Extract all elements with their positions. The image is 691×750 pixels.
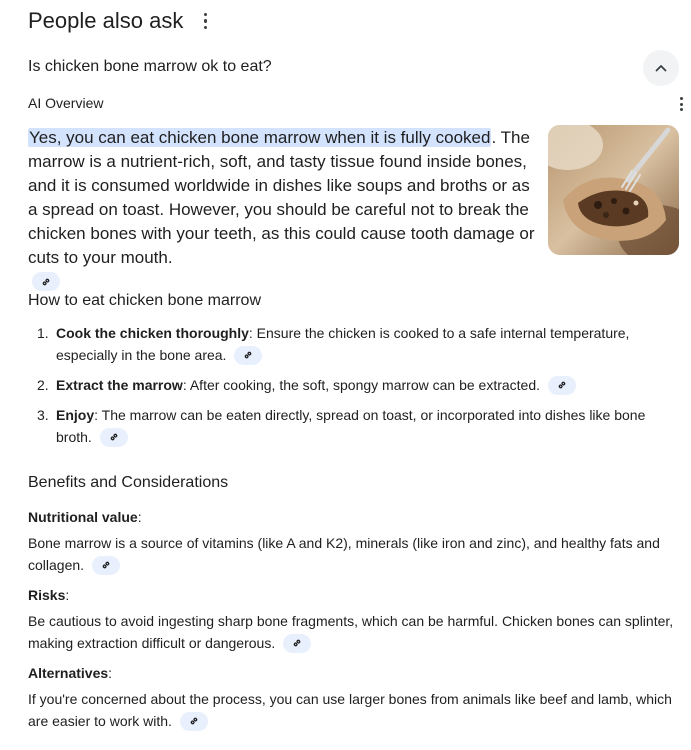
link-icon: [41, 277, 51, 287]
risks-text: Be cautious to avoid ingesting sharp bone fragments, which can be harmful. Chicken bones can splinter, making extraction difficult or dangerous.: [28, 613, 674, 651]
alternatives-title: Alternatives:: [28, 665, 113, 681]
collapse-button[interactable]: [643, 50, 679, 86]
link-icon: [101, 560, 111, 570]
risks-title: Risks:: [28, 587, 70, 603]
link-icon: [292, 638, 302, 648]
ai-overview-label: AI Overview: [28, 95, 104, 111]
how-to-heading: How to eat chicken bone marrow: [28, 292, 261, 309]
ai-overview-more-icon[interactable]: [671, 94, 691, 114]
link-icon: [109, 432, 119, 442]
steps-list: [28, 322, 648, 456]
ai-overview-text: [28, 126, 542, 294]
question-text[interactable]: Is chicken bone marrow ok to eat?: [28, 58, 272, 75]
source-link-chip[interactable]: [234, 346, 262, 365]
more-options-icon[interactable]: [195, 9, 215, 33]
source-link-chip[interactable]: [100, 428, 128, 447]
list-item: 1. Cook the chicken thoroughly: Ensure the chicken is cooked to a safe internal temperature, especially in the bone area.: [37, 325, 630, 363]
chevron-up-icon: [654, 61, 668, 75]
link-icon: [189, 716, 199, 726]
list-item: 3. Enjoy: The marrow can be eaten directly, spread on toast, or incorporated into dishes like bone broth.: [37, 407, 646, 445]
link-icon: [243, 350, 253, 360]
benefits-heading: Benefits and Considerations: [28, 474, 229, 491]
source-link-chip[interactable]: [92, 556, 120, 575]
overview-body: . The marrow is a nutrient-rich, soft, and tasty tissue found inside bones, and it is consumed worldwide in dishes like soups and broths or as a spread on toast. However, you should be careful not to break the chicken bones with your teeth, as this could cause tooth damage or cuts to your mouth.: [28, 128, 535, 267]
source-link-chip[interactable]: [180, 712, 208, 731]
source-link-chip[interactable]: [32, 272, 60, 291]
nutritional-value-title: Nutritional value:: [28, 509, 142, 525]
list-item: 2. Extract the marrow: After cooking, the soft, spongy marrow can be extracted.: [28, 374, 648, 396]
link-icon: [557, 380, 567, 390]
highlighted-answer: Yes, you can eat chicken bone marrow when it is fully cooked: [29, 128, 491, 147]
section-title: People also ask: [28, 8, 184, 33]
people-also-ask-header: [28, 6, 215, 36]
chicken-bone-marrow-image[interactable]: [548, 125, 679, 255]
alternatives-text: If you're concerned about the process, you can use larger bones from animals like beef and lamb, which are easier to work with.: [28, 691, 672, 729]
nutritional-value-text: Bone marrow is a source of vitamins (like A and K2), minerals (like iron and zinc), and healthy fats and collagen.: [28, 535, 660, 573]
source-link-chip[interactable]: [548, 376, 576, 395]
source-link-chip[interactable]: [283, 634, 311, 653]
